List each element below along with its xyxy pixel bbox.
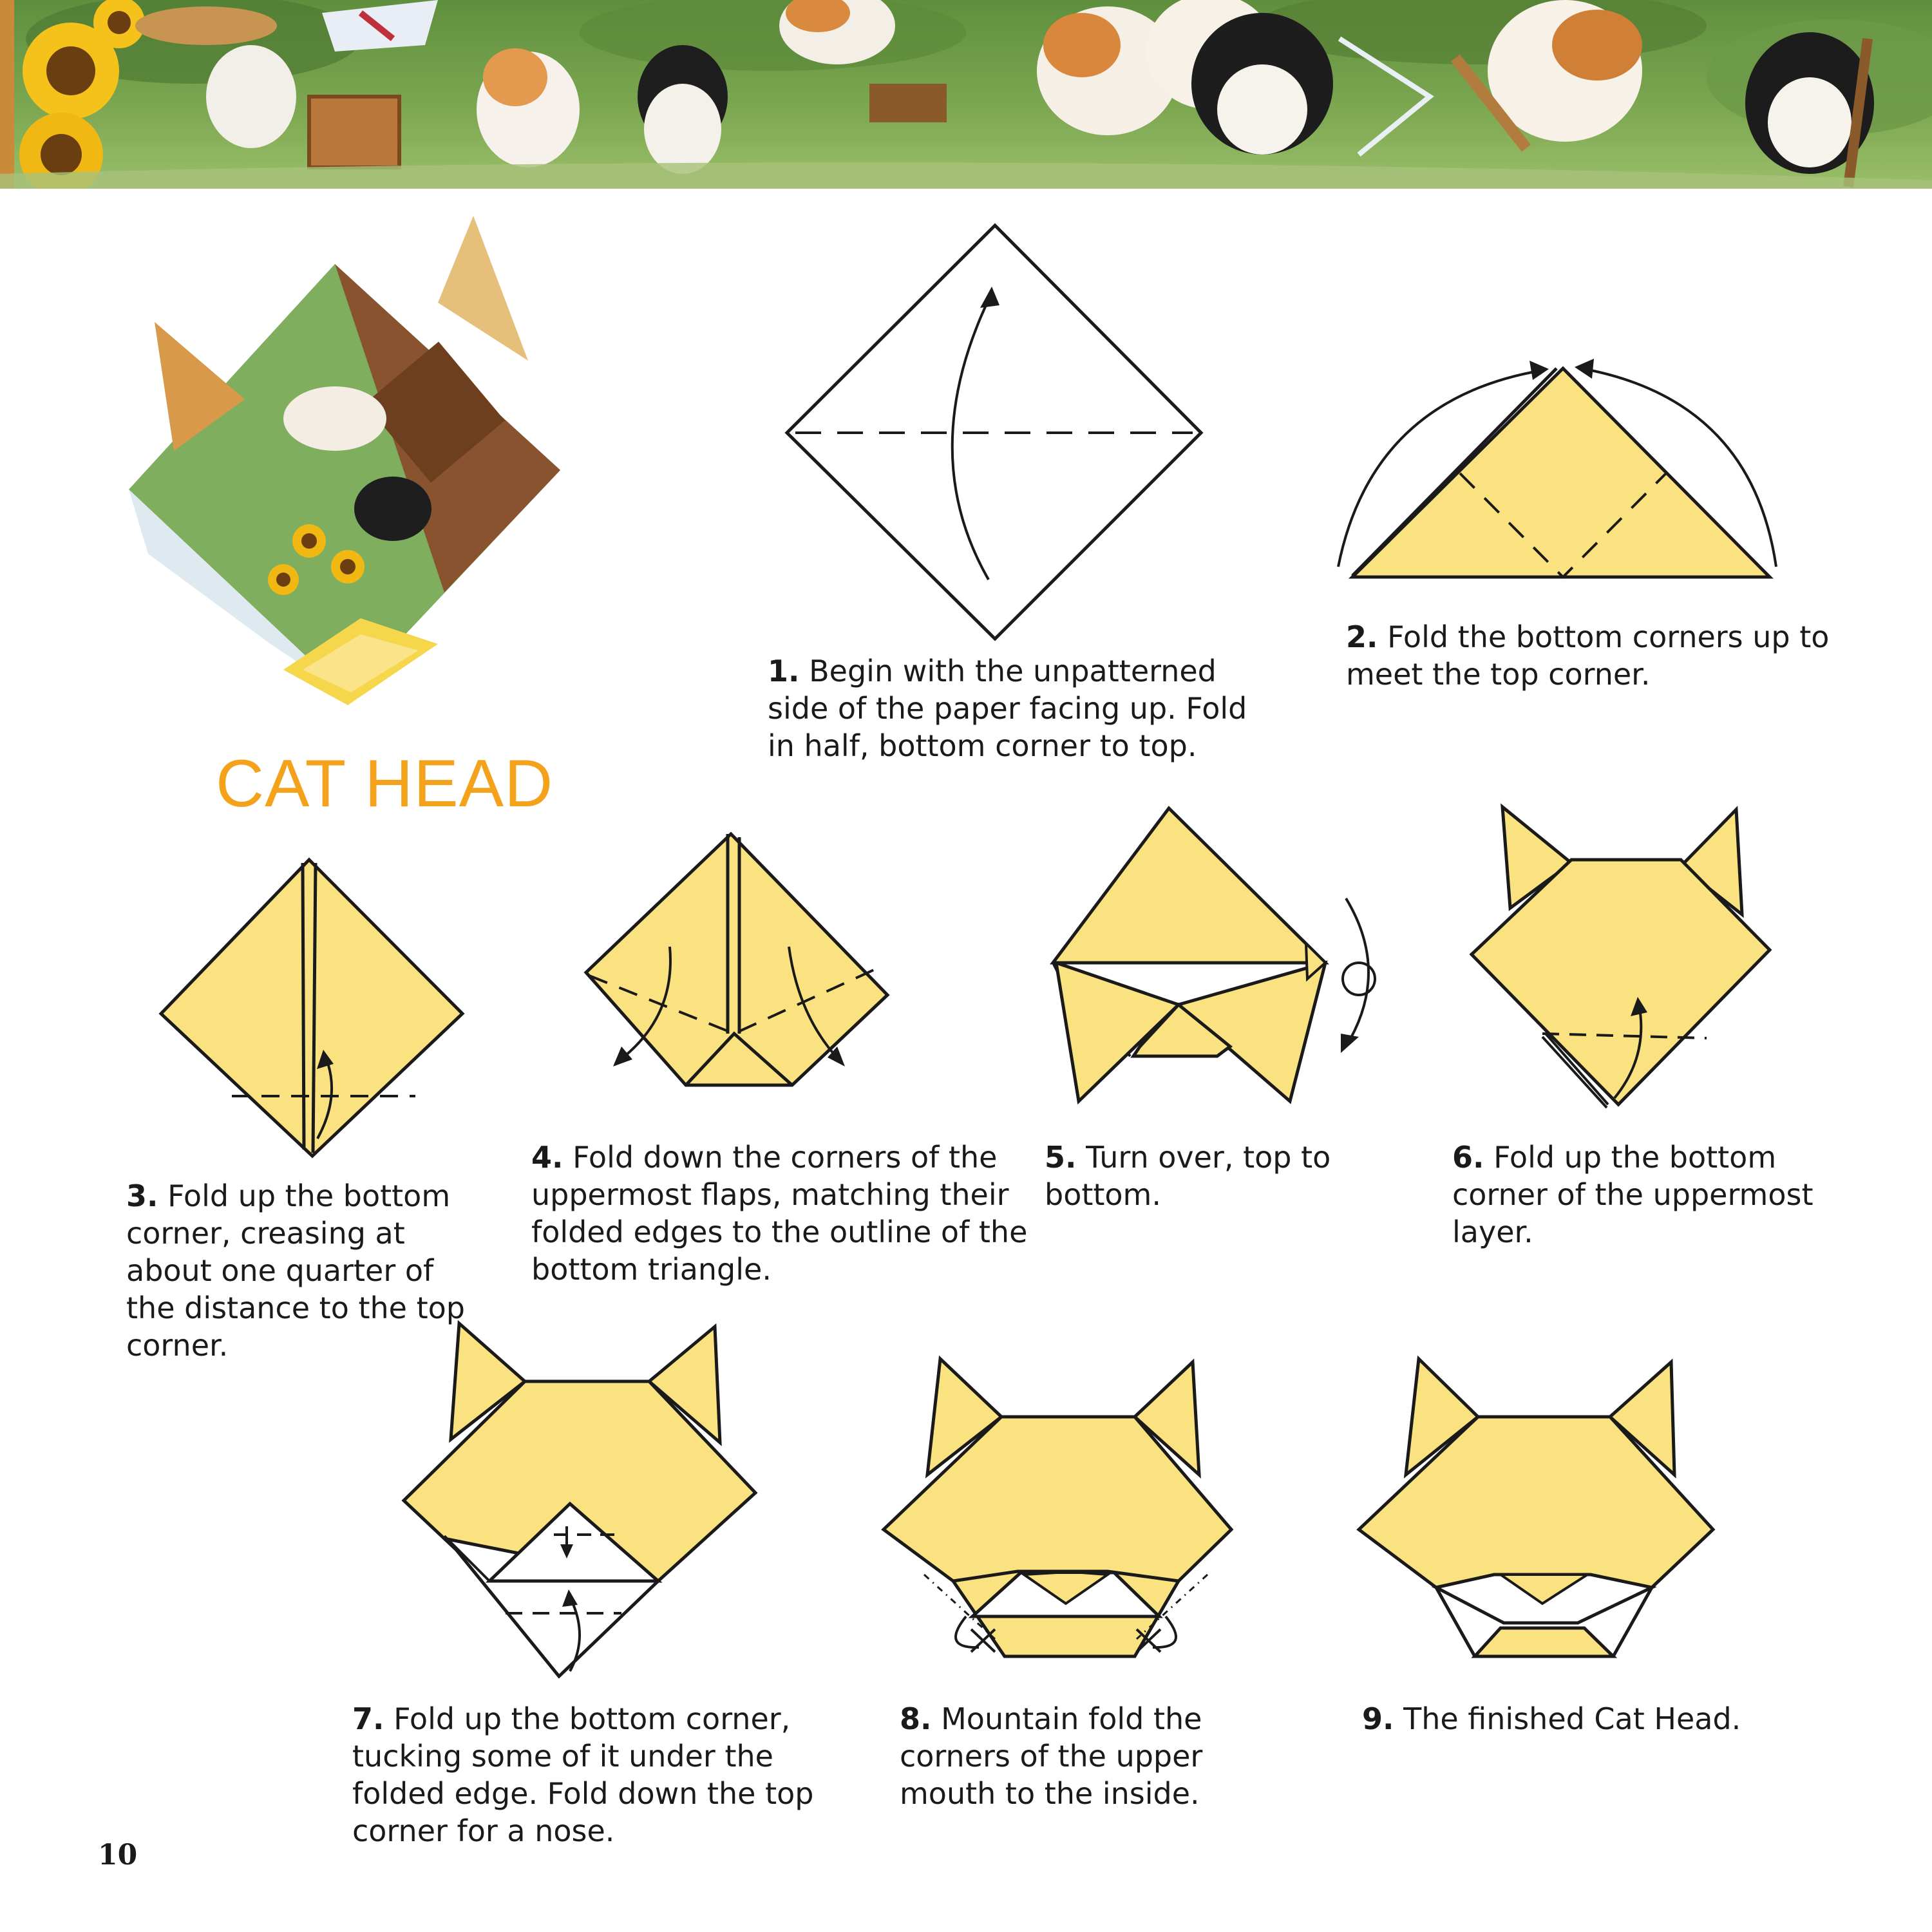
finished-model-photo	[129, 213, 631, 728]
step-2-text	[1346, 618, 1861, 693]
step-instruction: Turn over, top to bottom.	[1045, 1140, 1331, 1212]
step-instruction: Fold up the bottom corner, tucking some of it under the folded edge. Fold down the top corner for a nose.	[352, 1701, 814, 1848]
step-1-diagram	[779, 219, 1211, 650]
step-number: 5.	[1045, 1140, 1077, 1175]
step-number: 1.	[768, 654, 800, 688]
step-9-text	[1362, 1700, 1826, 1738]
step-instruction: Fold up the bottom corner, creasing at about one quarter of the distance to the top corner.	[126, 1179, 465, 1363]
step-8-text	[900, 1700, 1260, 1812]
step-3-diagram	[155, 850, 470, 1166]
step-number: 3.	[126, 1179, 158, 1213]
step-instruction: Fold up the bottom corner of the uppermost layer.	[1452, 1140, 1814, 1249]
step-instruction: Begin with the unpatterned side of the paper facing up. Fold in half, bottom corner to top.	[768, 654, 1247, 763]
step-5-diagram	[1021, 802, 1381, 1111]
step-7-text	[352, 1700, 816, 1850]
step-4-text	[531, 1139, 1040, 1288]
step-6-text	[1452, 1139, 1852, 1251]
step-number: 8.	[900, 1701, 932, 1736]
step-5-text	[1045, 1139, 1347, 1213]
step-8-diagram	[873, 1352, 1246, 1668]
step-2-diagram	[1327, 348, 1790, 586]
banner-illustration	[0, 0, 1932, 189]
step-number: 4.	[531, 1140, 564, 1175]
step-7-diagram	[393, 1317, 766, 1684]
step-instruction: Mountain fold the corners of the upper mouth to the inside.	[900, 1701, 1203, 1811]
step-number: 7.	[352, 1701, 384, 1736]
step-4-diagram	[576, 828, 898, 1098]
step-number: 2.	[1346, 620, 1378, 654]
step-6-diagram	[1462, 799, 1784, 1114]
page-title: CAT HEAD	[216, 746, 554, 821]
step-instruction: Fold down the corners of the uppermost flaps, matching their folded edges to the outline of the bottom triangle.	[531, 1140, 1028, 1287]
step-number: 9.	[1362, 1701, 1394, 1736]
step-instruction: Fold the bottom corners up to meet the top corner.	[1346, 620, 1830, 692]
step-number: 6.	[1452, 1140, 1484, 1175]
step-instruction: The finished Cat Head.	[1403, 1701, 1741, 1736]
step-3-text	[126, 1177, 487, 1364]
step-1-text	[768, 652, 1257, 764]
page-number: 10	[98, 1839, 138, 1871]
step-9-diagram	[1349, 1352, 1723, 1668]
